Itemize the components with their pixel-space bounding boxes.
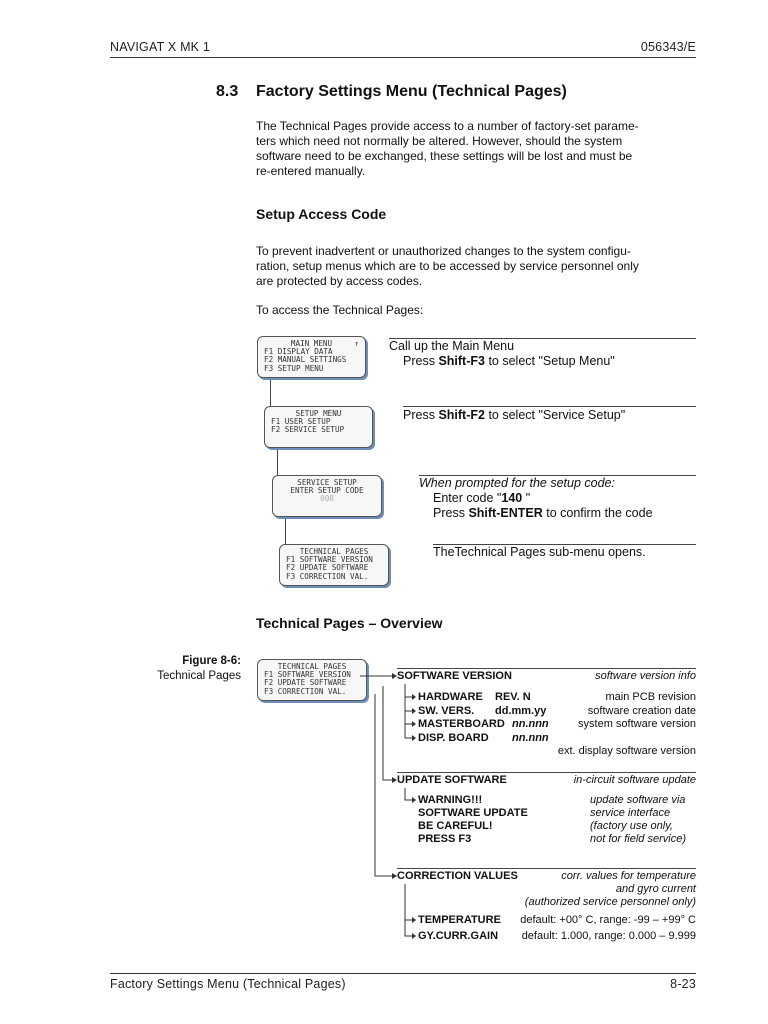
lcd-line: F3 SETUP MENU [264,363,324,373]
figure-label: Figure 8-6: [182,655,241,667]
note-line: update software via [590,794,686,806]
setup-access-title: Setup Access Code [256,206,387,222]
setup-access-line: To prevent inadvertent or unauthorized changes to the system configu- [256,244,631,258]
arrow-up-icon: ↑ [354,339,359,348]
lcd-line: TECHNICAL PAGES [277,662,347,671]
setup-access-line: ration, setup menus which are to be accessed by service personnel only [256,259,639,273]
step-text: Press [403,408,439,422]
key-label: Shift-F2 [438,408,485,422]
step-text: to select "Service Setup" [484,408,626,422]
footer-left: Factory Settings Menu (Technical Pages) [110,977,346,991]
lcd-line: F2 MANUAL SETTINGS [264,355,347,365]
sv-rule [397,668,696,669]
sv-row-value: nn.nnn [512,718,549,730]
sv-row-desc: software creation date [587,705,696,717]
key-label: Shift-F3 [438,354,485,368]
warning-line: WARNING!!! [418,794,483,806]
step-text: to confirm the code [542,506,653,520]
cv-row-label: GY.CURR.GAIN [418,930,499,942]
us-title: UPDATE SOFTWARE [397,774,507,786]
sv-row-desc: system software version [578,718,696,730]
intro-line: software need to be exchanged, these settings will be lost and must be [256,149,633,163]
sv-row-label: SW. VERS. [418,705,475,717]
note-line: not for field service) [590,833,686,845]
lcd-line: F1 USER SETUP [271,417,331,427]
sv-desc: software version info [595,670,696,682]
lcd-line: ENTER SETUP CODE [290,486,364,496]
arrow-head [412,735,416,741]
lcd-line: F1 SOFTWARE VERSION [264,670,351,680]
cv-row-desc: default: 1.000, range: 0.000 – 9.999 [521,930,696,942]
cv-desc-line: and gyro current [615,883,696,895]
figure-caption-text: Technical Pages [157,670,241,682]
lcd-line: F2 SERVICE SETUP [271,425,345,435]
us-rule [397,772,696,773]
section-title: Factory Settings Menu (Technical Pages) [256,83,567,100]
intro-line: ters which need not normally be altered. However, should the system [256,134,623,148]
cv-desc-line: (authorized service personnel only) [524,896,696,908]
section-number: 8.3 [216,83,239,100]
arrow-head [412,694,416,700]
cv-row-label: TEMPERATURE [418,914,501,926]
arrow-head [412,721,416,727]
step-text: Enter code " [433,491,502,505]
arrow-head [412,708,416,714]
warning-line: PRESS F3 [418,833,472,845]
setup-code: 140 [501,491,523,505]
step-1-text: Call up the Main Menu [389,339,515,353]
cv-title: CORRECTION VALUES [397,870,518,882]
lcd-line: SERVICE SETUP [297,478,357,487]
sv-extra: ext. display software version [557,745,696,757]
connector-cv-branch [405,884,412,936]
lcd-line: F3 CORRECTION VAL. [264,686,347,696]
sv-row-label: DISP. BOARD [418,732,489,744]
lcd-code-placeholder: 000 [320,494,334,504]
key-label: Shift-ENTER [468,506,543,520]
connector-us-branch [405,788,412,800]
step-text: Press [403,354,439,368]
sv-row-label: HARDWARE [418,691,483,703]
sv-row-label: MASTERBOARD [418,718,505,730]
step-3-prompt: When prompted for the setup code: [419,476,615,490]
step-text: to select "Setup Menu" [484,354,615,368]
step-4-text: TheTechnical Pages sub-menu opens. [433,545,646,559]
sv-row-value: nn.nnn [512,732,549,744]
overview-title: Technical Pages – Overview [256,615,443,631]
lcd-line: F2 UPDATE SOFTWARE [286,563,369,573]
lcd-line: TECHNICAL PAGES [299,547,369,556]
setup-access-line: are protected by access codes. [256,274,423,288]
lcd-line: F2 UPDATE SOFTWARE [264,678,347,688]
setup-access-lead: To access the Technical Pages: [256,303,424,317]
lcd-line: F1 DISPLAY DATA [264,347,333,357]
intro-line: re-entered manually. [256,164,366,178]
arrow-head [412,917,416,923]
sv-title: SOFTWARE VERSION [397,670,512,682]
cv-rule [397,868,696,869]
step-text: " [522,491,531,505]
us-warning [418,794,528,846]
footer-rule [110,973,696,974]
sv-row-value: dd.mm.yy [495,705,547,717]
us-note [590,794,686,846]
arrow-head [412,797,416,803]
intro-line: The Technical Pages provide access to a number of factory-set parame- [256,119,639,133]
sv-row-value: REV. N [495,691,531,703]
connector-update-software [383,686,392,780]
us-desc: in-circuit software update [573,774,696,786]
footer-right: 8-23 [670,977,696,991]
lcd-line: F1 SOFTWARE VERSION [286,555,373,565]
cv-row-desc: default: +00° C, range: -99 – +99° C [520,914,696,926]
warning-line: BE CAREFUL! [418,820,493,832]
lcd-line: SETUP MENU [295,409,342,418]
lcd-line: F3 CORRECTION VAL. [286,571,369,581]
header-right: 056343/E [640,40,696,54]
cv-desc [525,870,696,909]
warning-line: SOFTWARE UPDATE [418,807,528,819]
note-line: service interface [590,807,671,819]
arrow-head [412,933,416,939]
cv-desc-line: corr. values for temperature [561,870,696,882]
lcd-line: MAIN MENU [290,339,333,348]
connector-sv-rows [405,697,412,724]
step-text: Press [433,506,469,520]
sv-row-desc: main PCB revision [605,691,696,703]
header-left: NAVIGAT X MK 1 [110,40,211,54]
note-line: (factory use only, [590,820,673,832]
